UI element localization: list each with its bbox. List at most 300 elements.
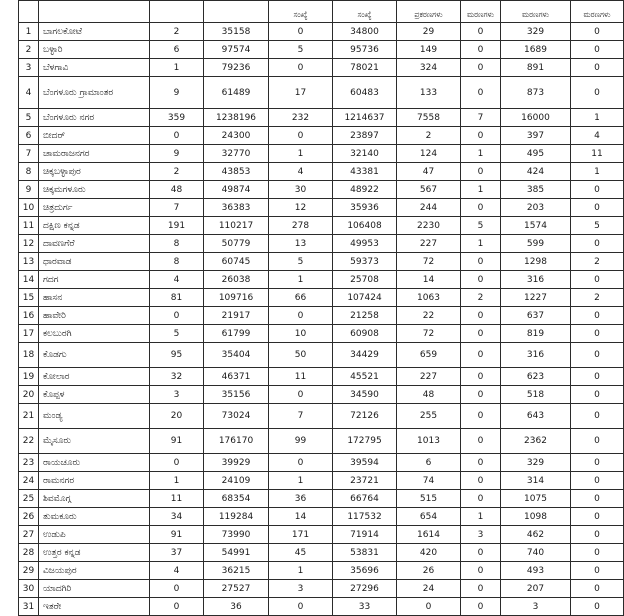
value-cell-7: 0	[397, 598, 461, 616]
value-cell-8: 0	[461, 454, 501, 472]
value-cell-9: 1227	[501, 289, 571, 307]
col-10-header: ಮರಣಗಳು	[571, 1, 624, 23]
value-cell-6: 53831	[333, 544, 397, 562]
value-cell-3: 3	[150, 386, 204, 404]
value-cell-10: 0	[571, 59, 624, 77]
value-cell-10: 0	[571, 562, 624, 580]
district-name-cell: ಗದಗ	[39, 271, 150, 289]
col-3-header	[150, 1, 204, 23]
district-name-cell: ಬೆಂಗಳೂರು ನಗರ	[39, 109, 150, 127]
value-cell-8: 5	[461, 217, 501, 235]
value-cell-10: 0	[571, 508, 624, 526]
value-cell-4: 49874	[204, 181, 269, 199]
value-cell-3: 1	[150, 472, 204, 490]
value-cell-7: 1063	[397, 289, 461, 307]
value-cell-6: 35936	[333, 199, 397, 217]
value-cell-7: 420	[397, 544, 461, 562]
value-cell-5: 5	[269, 253, 333, 271]
table-row	[19, 271, 624, 289]
value-cell-10: 0	[571, 41, 624, 59]
value-cell-6: 72126	[333, 404, 397, 429]
table-row	[19, 59, 624, 77]
value-cell-3: 4	[150, 271, 204, 289]
value-cell-7: 255	[397, 404, 461, 429]
value-cell-8: 0	[461, 325, 501, 343]
value-cell-4: 36	[204, 598, 269, 616]
value-cell-4: 97574	[204, 41, 269, 59]
value-cell-6: 23721	[333, 472, 397, 490]
value-cell-10: 0	[571, 307, 624, 325]
serial-cell: 26	[19, 508, 39, 526]
serial-cell: 25	[19, 490, 39, 508]
value-cell-3: 8	[150, 235, 204, 253]
value-cell-9: 1075	[501, 490, 571, 508]
value-cell-3: 91	[150, 429, 204, 454]
value-cell-10: 1	[571, 109, 624, 127]
district-name-cell: ಹಾವೇರಿ	[39, 307, 150, 325]
value-cell-6: 78021	[333, 59, 397, 77]
serial-cell: 10	[19, 199, 39, 217]
value-cell-10: 0	[571, 23, 624, 41]
value-cell-10: 0	[571, 271, 624, 289]
value-cell-3: 7	[150, 199, 204, 217]
value-cell-7: 244	[397, 199, 461, 217]
serial-cell: 28	[19, 544, 39, 562]
value-cell-9: 1689	[501, 41, 571, 59]
district-name-cell: ತುಮಕೂರು	[39, 508, 150, 526]
serial-cell: 30	[19, 580, 39, 598]
district-name-cell: ಹಾಸನ	[39, 289, 150, 307]
value-cell-9: 16000	[501, 109, 571, 127]
value-cell-9: 1574	[501, 217, 571, 235]
value-cell-9: 819	[501, 325, 571, 343]
value-cell-7: 515	[397, 490, 461, 508]
table-row	[19, 368, 624, 386]
value-cell-7: 133	[397, 77, 461, 109]
col-5-header: ಸಂಖ್ಯೆ	[269, 1, 333, 23]
serial-cell: 27	[19, 526, 39, 544]
district-name-cell: ರಾಯಚೂರು	[39, 454, 150, 472]
value-cell-8: 3	[461, 526, 501, 544]
value-cell-9: 385	[501, 181, 571, 199]
value-cell-5: 0	[269, 23, 333, 41]
value-cell-5: 5	[269, 41, 333, 59]
serial-cell: 24	[19, 472, 39, 490]
value-cell-3: 11	[150, 490, 204, 508]
value-cell-5: 36	[269, 490, 333, 508]
serial-cell: 11	[19, 217, 39, 235]
value-cell-9: 623	[501, 368, 571, 386]
table-row	[19, 325, 624, 343]
value-cell-5: 1	[269, 271, 333, 289]
table-row	[19, 598, 624, 616]
serial-cell: 5	[19, 109, 39, 127]
value-cell-9: 203	[501, 199, 571, 217]
table-row	[19, 580, 624, 598]
value-cell-6: 71914	[333, 526, 397, 544]
value-cell-4: 1238196	[204, 109, 269, 127]
value-cell-6: 1214637	[333, 109, 397, 127]
table-row	[19, 127, 624, 145]
value-cell-6: 43381	[333, 163, 397, 181]
value-cell-3: 0	[150, 127, 204, 145]
value-cell-5: 1	[269, 145, 333, 163]
table-row	[19, 217, 624, 235]
value-cell-10: 0	[571, 544, 624, 562]
value-cell-5: 10	[269, 325, 333, 343]
table-row	[19, 526, 624, 544]
table-row	[19, 163, 624, 181]
value-cell-6: 60483	[333, 77, 397, 109]
value-cell-3: 91	[150, 526, 204, 544]
value-cell-4: 50779	[204, 235, 269, 253]
col-9-header: ಮರಣಗಳು	[501, 1, 571, 23]
district-name-cell: ದಕ್ಷಿಣ ಕನ್ನಡ	[39, 217, 150, 235]
value-cell-6: 172795	[333, 429, 397, 454]
value-cell-3: 37	[150, 544, 204, 562]
value-cell-6: 106408	[333, 217, 397, 235]
value-cell-7: 26	[397, 562, 461, 580]
district-name-cell: ಉಡುಪಿ	[39, 526, 150, 544]
value-cell-5: 99	[269, 429, 333, 454]
value-cell-9: 314	[501, 472, 571, 490]
serial-cell: 14	[19, 271, 39, 289]
value-cell-8: 0	[461, 490, 501, 508]
value-cell-7: 659	[397, 343, 461, 368]
value-cell-6: 34590	[333, 386, 397, 404]
district-name-cell: ಕೊಡಗು	[39, 343, 150, 368]
district-name-cell: ಬೆಂಗಳೂರು ಗ್ರಾಮಾಂತರ	[39, 77, 150, 109]
value-cell-3: 0	[150, 598, 204, 616]
serial-cell: 9	[19, 181, 39, 199]
value-cell-8: 2	[461, 289, 501, 307]
value-cell-8: 0	[461, 23, 501, 41]
value-cell-10: 0	[571, 526, 624, 544]
value-cell-8: 1	[461, 508, 501, 526]
value-cell-6: 66764	[333, 490, 397, 508]
col-8-header: ಮರಣಗಳು	[461, 1, 501, 23]
value-cell-4: 110217	[204, 217, 269, 235]
table-row	[19, 429, 624, 454]
value-cell-4: 68354	[204, 490, 269, 508]
table-row	[19, 508, 624, 526]
value-cell-4: 35156	[204, 386, 269, 404]
value-cell-5: 7	[269, 404, 333, 429]
value-cell-9: 891	[501, 59, 571, 77]
col-6-header: ಸಂಖ್ಯೆ	[333, 1, 397, 23]
value-cell-6: 21258	[333, 307, 397, 325]
value-cell-8: 0	[461, 253, 501, 271]
district-name-cell: ಬಾಗಲಕೋಟೆ	[39, 23, 150, 41]
value-cell-8: 1	[461, 145, 501, 163]
value-cell-7: 24	[397, 580, 461, 598]
value-cell-3: 1	[150, 59, 204, 77]
district-name-cell: ಇತರೇ	[39, 598, 150, 616]
district-name-cell: ಕಲಬುರಗಿ	[39, 325, 150, 343]
value-cell-4: 32770	[204, 145, 269, 163]
value-cell-6: 23897	[333, 127, 397, 145]
serial-cell: 21	[19, 404, 39, 429]
value-cell-10: 0	[571, 404, 624, 429]
value-cell-9: 493	[501, 562, 571, 580]
value-cell-10: 2	[571, 253, 624, 271]
value-cell-5: 0	[269, 59, 333, 77]
value-cell-8: 0	[461, 163, 501, 181]
value-cell-10: 0	[571, 580, 624, 598]
value-cell-4: 27527	[204, 580, 269, 598]
serial-cell: 20	[19, 386, 39, 404]
value-cell-8: 0	[461, 429, 501, 454]
value-cell-10: 0	[571, 386, 624, 404]
district-name-cell: ಚಾಮರಾಜನಗರ	[39, 145, 150, 163]
value-cell-4: 61489	[204, 77, 269, 109]
value-cell-8: 0	[461, 77, 501, 109]
value-cell-4: 43853	[204, 163, 269, 181]
value-cell-4: 109716	[204, 289, 269, 307]
value-cell-4: 24109	[204, 472, 269, 490]
table-row	[19, 343, 624, 368]
value-cell-7: 2230	[397, 217, 461, 235]
value-cell-7: 29	[397, 23, 461, 41]
serial-cell: 7	[19, 145, 39, 163]
value-cell-5: 50	[269, 343, 333, 368]
value-cell-5: 1	[269, 562, 333, 580]
district-name-cell: ಯಾದಗಿರಿ	[39, 580, 150, 598]
table-row	[19, 472, 624, 490]
col-7-header: ಪ್ರಕರಣಗಳು	[397, 1, 461, 23]
district-name-cell: ಮಂಡ್ಯ	[39, 404, 150, 429]
value-cell-9: 316	[501, 343, 571, 368]
value-cell-10: 0	[571, 429, 624, 454]
value-cell-8: 0	[461, 41, 501, 59]
value-cell-4: 176170	[204, 429, 269, 454]
value-cell-3: 2	[150, 163, 204, 181]
district-name-cell: ಬಳ್ಳಾರಿ	[39, 41, 150, 59]
table-row	[19, 454, 624, 472]
serial-cell: 19	[19, 368, 39, 386]
value-cell-10: 0	[571, 235, 624, 253]
value-cell-5: 17	[269, 77, 333, 109]
value-cell-10: 0	[571, 325, 624, 343]
value-cell-8: 0	[461, 59, 501, 77]
table-row	[19, 77, 624, 109]
value-cell-4: 73990	[204, 526, 269, 544]
value-cell-8: 0	[461, 368, 501, 386]
value-cell-7: 47	[397, 163, 461, 181]
value-cell-8: 0	[461, 580, 501, 598]
district-statistics-table	[18, 0, 624, 616]
value-cell-5: 4	[269, 163, 333, 181]
value-cell-8: 1	[461, 181, 501, 199]
value-cell-3: 8	[150, 253, 204, 271]
value-cell-10: 0	[571, 77, 624, 109]
value-cell-6: 34800	[333, 23, 397, 41]
value-cell-4: 73024	[204, 404, 269, 429]
district-name-cell: ದಾವಣಗೆರೆ	[39, 235, 150, 253]
serial-cell: 12	[19, 235, 39, 253]
value-cell-4: 39929	[204, 454, 269, 472]
value-cell-3: 34	[150, 508, 204, 526]
value-cell-4: 21917	[204, 307, 269, 325]
table-row	[19, 562, 624, 580]
value-cell-3: 95	[150, 343, 204, 368]
value-cell-4: 35404	[204, 343, 269, 368]
table-row	[19, 109, 624, 127]
col-4-header	[204, 1, 269, 23]
value-cell-7: 654	[397, 508, 461, 526]
value-cell-10: 1	[571, 163, 624, 181]
district-statistics-sheet	[18, 0, 611, 612]
col-serial-header	[19, 1, 39, 23]
table-row	[19, 386, 624, 404]
value-cell-10: 0	[571, 472, 624, 490]
value-cell-5: 1	[269, 472, 333, 490]
table-row	[19, 544, 624, 562]
value-cell-3: 9	[150, 145, 204, 163]
table-row	[19, 404, 624, 429]
value-cell-8: 0	[461, 343, 501, 368]
serial-cell: 4	[19, 77, 39, 109]
value-cell-6: 59373	[333, 253, 397, 271]
value-cell-10: 0	[571, 598, 624, 616]
col-district-header	[39, 1, 150, 23]
value-cell-6: 34429	[333, 343, 397, 368]
value-cell-5: 66	[269, 289, 333, 307]
value-cell-10: 0	[571, 343, 624, 368]
value-cell-3: 4	[150, 562, 204, 580]
table-row	[19, 253, 624, 271]
table-row	[19, 23, 624, 41]
value-cell-5: 0	[269, 454, 333, 472]
value-cell-7: 22	[397, 307, 461, 325]
value-cell-7: 149	[397, 41, 461, 59]
district-name-cell: ಬೀದರ್	[39, 127, 150, 145]
value-cell-6: 48922	[333, 181, 397, 199]
serial-cell: 31	[19, 598, 39, 616]
value-cell-4: 46371	[204, 368, 269, 386]
serial-cell: 2	[19, 41, 39, 59]
value-cell-5: 11	[269, 368, 333, 386]
value-cell-10: 0	[571, 199, 624, 217]
value-cell-9: 1098	[501, 508, 571, 526]
value-cell-7: 567	[397, 181, 461, 199]
value-cell-7: 48	[397, 386, 461, 404]
value-cell-6: 107424	[333, 289, 397, 307]
value-cell-5: 45	[269, 544, 333, 562]
value-cell-3: 0	[150, 580, 204, 598]
value-cell-4: 60745	[204, 253, 269, 271]
value-cell-9: 599	[501, 235, 571, 253]
district-name-cell: ಶಿವಮೊಗ್ಗ	[39, 490, 150, 508]
value-cell-8: 7	[461, 109, 501, 127]
value-cell-4: 61799	[204, 325, 269, 343]
value-cell-3: 191	[150, 217, 204, 235]
value-cell-4: 79236	[204, 59, 269, 77]
value-cell-3: 32	[150, 368, 204, 386]
value-cell-5: 0	[269, 127, 333, 145]
value-cell-6: 49953	[333, 235, 397, 253]
value-cell-4: 36215	[204, 562, 269, 580]
value-cell-3: 9	[150, 77, 204, 109]
value-cell-7: 324	[397, 59, 461, 77]
value-cell-4: 54991	[204, 544, 269, 562]
value-cell-10: 0	[571, 454, 624, 472]
value-cell-3: 6	[150, 41, 204, 59]
value-cell-7: 14	[397, 271, 461, 289]
value-cell-8: 0	[461, 562, 501, 580]
value-cell-8: 0	[461, 404, 501, 429]
value-cell-3: 0	[150, 307, 204, 325]
value-cell-7: 227	[397, 235, 461, 253]
value-cell-9: 2362	[501, 429, 571, 454]
serial-cell: 1	[19, 23, 39, 41]
value-cell-4: 24300	[204, 127, 269, 145]
value-cell-3: 48	[150, 181, 204, 199]
serial-cell: 15	[19, 289, 39, 307]
table-row	[19, 145, 624, 163]
value-cell-5: 30	[269, 181, 333, 199]
district-name-cell: ಬೆಳಗಾವಿ	[39, 59, 150, 77]
value-cell-6: 27296	[333, 580, 397, 598]
value-cell-7: 72	[397, 325, 461, 343]
value-cell-7: 227	[397, 368, 461, 386]
value-cell-4: 36383	[204, 199, 269, 217]
value-cell-8: 1	[461, 235, 501, 253]
value-cell-8: 0	[461, 199, 501, 217]
table-header-row	[19, 1, 624, 23]
value-cell-9: 873	[501, 77, 571, 109]
district-name-cell: ಚಿತ್ರದುರ್ಗ	[39, 199, 150, 217]
value-cell-4: 119284	[204, 508, 269, 526]
value-cell-6: 95736	[333, 41, 397, 59]
value-cell-3: 5	[150, 325, 204, 343]
value-cell-9: 329	[501, 23, 571, 41]
value-cell-5: 0	[269, 598, 333, 616]
serial-cell: 23	[19, 454, 39, 472]
serial-cell: 22	[19, 429, 39, 454]
value-cell-10: 0	[571, 181, 624, 199]
value-cell-6: 35696	[333, 562, 397, 580]
value-cell-7: 7558	[397, 109, 461, 127]
value-cell-9: 397	[501, 127, 571, 145]
value-cell-8: 0	[461, 598, 501, 616]
value-cell-3: 2	[150, 23, 204, 41]
district-name-cell: ಉತ್ತರ ಕನ್ನಡ	[39, 544, 150, 562]
value-cell-4: 35158	[204, 23, 269, 41]
table-row	[19, 235, 624, 253]
value-cell-8: 0	[461, 127, 501, 145]
value-cell-10: 0	[571, 490, 624, 508]
value-cell-8: 0	[461, 271, 501, 289]
table-body	[19, 23, 624, 616]
value-cell-6: 60908	[333, 325, 397, 343]
serial-cell: 17	[19, 325, 39, 343]
value-cell-5: 278	[269, 217, 333, 235]
district-name-cell: ಚಿಕ್ಕಬಳ್ಳಾಪುರ	[39, 163, 150, 181]
serial-cell: 6	[19, 127, 39, 145]
value-cell-9: 1298	[501, 253, 571, 271]
value-cell-6: 45521	[333, 368, 397, 386]
value-cell-9: 316	[501, 271, 571, 289]
value-cell-4: 26038	[204, 271, 269, 289]
value-cell-9: 424	[501, 163, 571, 181]
value-cell-3: 20	[150, 404, 204, 429]
district-name-cell: ವಿಜಯಪುರ	[39, 562, 150, 580]
serial-cell: 16	[19, 307, 39, 325]
district-name-cell: ರಾಮನಗರ	[39, 472, 150, 490]
table-row	[19, 307, 624, 325]
value-cell-7: 124	[397, 145, 461, 163]
